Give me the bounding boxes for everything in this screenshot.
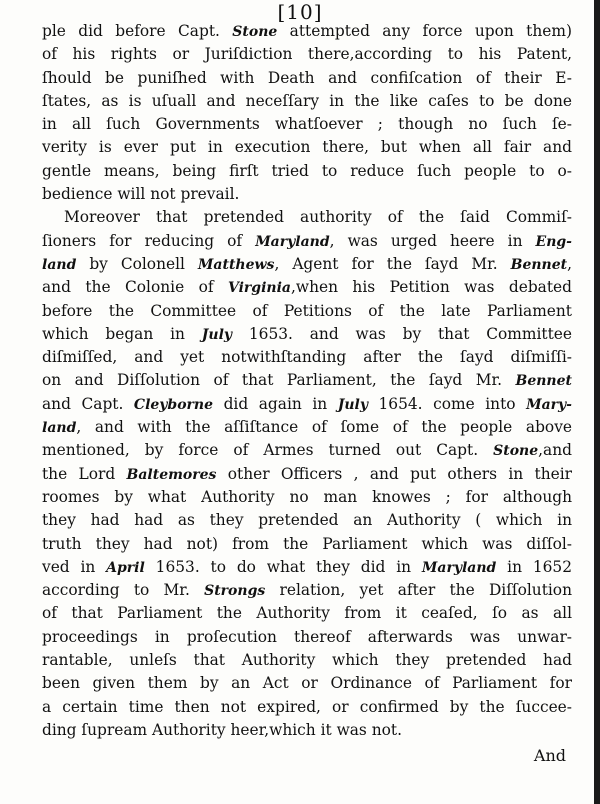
text-line: been given them by an Act or Ordinance of Parliament for <box>42 674 572 693</box>
italic-name: Stone <box>232 24 278 40</box>
italic-name: Strongs <box>204 583 266 600</box>
italic-name: July <box>201 326 233 343</box>
text-line: in all ſuch Governments whatſoever ; though no ſuch ſe- <box>42 115 572 134</box>
page-edge-shadow <box>594 0 600 804</box>
italic-name: land <box>42 256 77 273</box>
text-line: proceedings in proſecution thereof afterwards was unwar- <box>42 627 572 646</box>
text-line: land, and with the aſſiſtance of ſome of the people above <box>42 418 572 437</box>
text-line: gentle means, being firſt tried to reduce ſuch people to o- <box>42 161 572 180</box>
paragraph <box>42 206 572 742</box>
italic-name: land <box>42 420 77 437</box>
text-line: land by Colonell Matthews, Agent for the ſayd Mr. Bennet, <box>42 254 572 273</box>
italic-name: Virginia <box>228 280 291 297</box>
text-line: and Capt. Cleyborne did again in July 1654. come into Mary- <box>42 394 572 413</box>
italic-name: April <box>106 559 145 576</box>
italic-name: Eng- <box>535 233 572 250</box>
text-line: the Lord Baltemores other Officers , and put others in their <box>42 464 572 483</box>
italic-name: Cleyborne <box>133 396 214 413</box>
italic-name: Matthews <box>197 256 275 273</box>
italic-name: Maryland <box>255 233 330 250</box>
text-line: before the Committee of Petitions of the late Parliament <box>42 301 572 320</box>
text-line: ved in April 1653. to do what they did in Maryland in 1652 <box>42 557 573 576</box>
catchword: And <box>533 746 566 765</box>
italic-name: Maryland <box>421 559 497 576</box>
text-line: Moreover that pretended authority of the ſaid Commiſ- <box>64 208 572 227</box>
text-line: rantable, unleſs that Authority which they pretended had <box>42 651 572 670</box>
italic-name: Mary- <box>526 396 572 413</box>
text-line: truth they had not) from the Parliament which was diſſol- <box>42 534 572 553</box>
text-line: mentioned, by force of Armes turned out Capt. Stone,and <box>42 441 572 460</box>
text-line: of his rights or Juriſdiction there,according to his Patent, <box>42 45 572 64</box>
body-text <box>42 20 572 742</box>
text-line: ſioners for reducing of Maryland, was urged heere in Eng- <box>42 231 572 250</box>
italic-name: Baltemores <box>126 466 217 483</box>
text-line: verity is ever put in execution there, but when all fair and <box>42 138 572 157</box>
text-line: of that Parliament the Authority from it ceaſed, ſo as all <box>42 604 572 623</box>
italic-name: July <box>337 396 368 413</box>
paragraph <box>42 20 572 206</box>
text-line: ſtates, as is uſuall and neceſſary in the like caſes to be done <box>42 91 572 110</box>
text-line: according to Mr. Strongs relation, yet after the Diſſolution <box>42 581 572 600</box>
text-line: ſhould be puniſhed with Death and confiſcation of their E- <box>42 68 572 87</box>
text-line: which began in July 1653. and was by that Committee <box>42 324 572 343</box>
text-line: on and Diſſolution of that Parliament, the ſayd Mr. Bennet <box>42 371 572 390</box>
text-line: they had had as they pretended an Authority ( which in <box>42 511 572 530</box>
text-line: and the Colonie of Virginia,when his Petition was debated <box>42 278 572 297</box>
italic-name: Bennet <box>510 256 568 273</box>
italic-name: Stone <box>493 443 539 460</box>
text-line: ple did before Capt. Stone attempted any force upon them) <box>42 22 572 40</box>
text-line: roomes by what Authority no man knowes ; for although <box>42 487 572 506</box>
text-line: a certain time then not expired, or confirmed by the ſuccee- <box>42 697 572 716</box>
page-number: [10] <box>277 0 323 24</box>
text-line: bedience will not prevail. <box>42 185 240 204</box>
text-line: ding ſupream Authority heer,which it was not. <box>42 720 402 739</box>
text-line: diſmiſſed, and yet notwithſtanding after the ſayd diſmiſſi- <box>42 348 572 367</box>
italic-name: Bennet <box>515 373 572 390</box>
